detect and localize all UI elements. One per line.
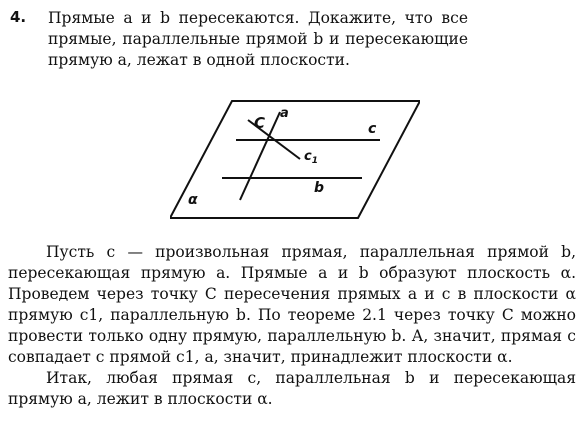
label-line-c1: $c_1$ bbox=[304, 149, 318, 166]
label-point-C: C bbox=[254, 114, 266, 132]
label-line-b: b bbox=[314, 180, 325, 196]
plane-alpha bbox=[170, 101, 420, 218]
solution-paragraph-2: Итак, любая прямая c, параллельная b и пересекающая прямую a, лежит в плоскости α. bbox=[8, 369, 576, 408]
label-plane-alpha: α bbox=[188, 192, 198, 208]
solution-text bbox=[8, 242, 576, 410]
geometry-figure bbox=[170, 100, 420, 220]
problem-number: 4. bbox=[10, 8, 27, 26]
problem-statement: Прямые a и b пересекаются. Докажите, что все прямые, параллельные прямой b и пересекающие прямую a, лежат в одной плоскости. bbox=[48, 9, 468, 69]
solution-paragraph-1: Пусть c — произвольная прямая, параллельная прямой b, пересекающая прямую a. Прямые a и b образуют плоскость α. Проведем через точку C пересечения прямых a и c в плоскости α прямую c1, параллельную b. По теореме 2.1 через точку C можно провести только одну прямую, параллельную b. А, значит, прямая c совпадает с прямой c1, а, значит, принадлежит плоскости α. bbox=[8, 243, 576, 366]
label-line-a: a bbox=[280, 106, 289, 121]
label-line-c: c bbox=[368, 121, 377, 137]
